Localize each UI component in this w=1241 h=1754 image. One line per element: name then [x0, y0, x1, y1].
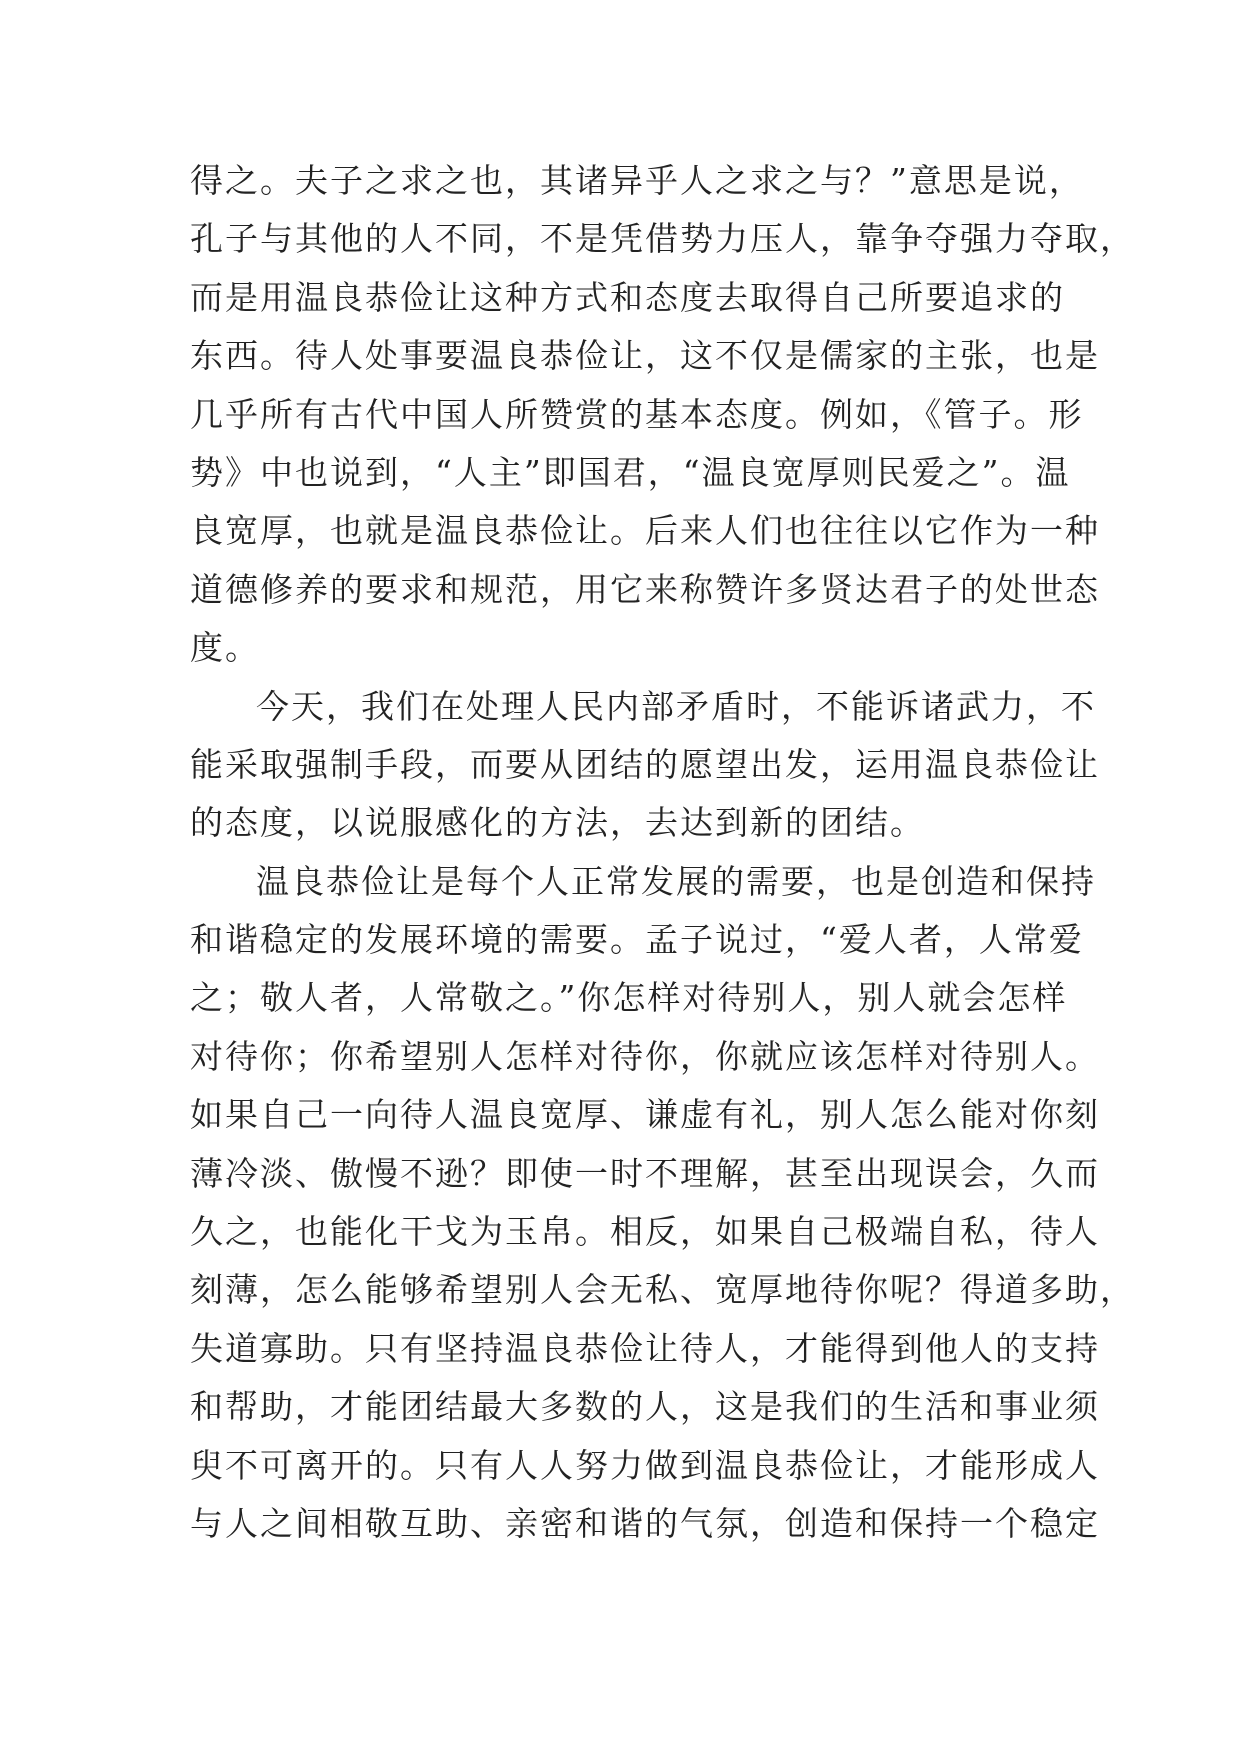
text-line: 臾不可离开的。只有人人努力做到温良恭俭让，才能形成人	[190, 1445, 1100, 1485]
document-body	[190, 152, 1135, 1553]
text-line: 的态度，以说服感化的方法，去达到新的团结。	[190, 803, 925, 843]
text-line: 得之。夫子之求之也，其诸异乎人之求之与？”意思是说，	[190, 161, 1084, 200]
text-line: 刻薄，怎么能够希望别人会无私、宽厚地待你呢？得道多助，	[190, 1270, 1135, 1310]
text-line: 而是用温良恭俭让这种方式和态度去取得自己所要追求的	[190, 277, 1065, 317]
text-line: 东西。待人处事要温良恭俭让，这不仅是儒家的主张，也是	[190, 336, 1100, 376]
text-line: 与人之间相敬互助、亲密和谐的气氛，创造和保持一个稳定	[190, 1503, 1100, 1543]
text-line: 几乎所有古代中国人所赞赏的基本态度。例如，《管子。形	[190, 394, 1084, 434]
text-line: 久之，也能化干戈为玉帛。相反，如果自己极端自私，待人	[190, 1212, 1100, 1252]
text-line: 良宽厚，也就是温良恭俭让。后来人们也往往以它作为一种	[190, 511, 1100, 551]
text-line: 如果自己一向待人温良宽厚、谦虚有礼，别人怎么能对你刻	[190, 1095, 1100, 1135]
text-line: 失道寡助。只有坚持温良恭俭让待人，才能得到他人的支持	[190, 1328, 1100, 1368]
paragraph-start-line: 温良恭俭让是每个人正常发展的需要，也是创造和保持	[256, 861, 1096, 901]
text-line: 能采取强制手段，而要从团结的愿望出发，运用温良恭俭让	[190, 744, 1100, 784]
text-line: 孔子与其他的人不同，不是凭借势力压人，靠争夺强力夺取，	[190, 219, 1135, 259]
text-line: 对待你；你希望别人怎样对待你，你就应该怎样对待别人。	[190, 1036, 1100, 1076]
text-line: 道德修养的要求和规范，用它来称赞许多贤达君子的处世态	[190, 569, 1100, 609]
text-line: 薄冷淡、傲慢不逊？即使一时不理解，甚至出现误会，久而	[190, 1153, 1100, 1193]
text-line: 之；敬人者，人常敬之。”你怎样对待别人，别人就会怎样	[190, 978, 1068, 1018]
text-line: 和帮助，才能团结最大多数的人，这是我们的生活和事业须	[190, 1387, 1100, 1427]
paragraph-start-line: 今天，我们在处理人民内部矛盾时，不能诉诸武力，不	[256, 686, 1096, 726]
text-line: 度。	[190, 628, 260, 668]
text-line: 势》中也说到，“人主”即国君，“温良宽厚则民爱之”。温	[190, 452, 1071, 492]
text-line: 和谐稳定的发展环境的需要。孟子说过，“爱人者，人常爱	[190, 920, 1084, 960]
